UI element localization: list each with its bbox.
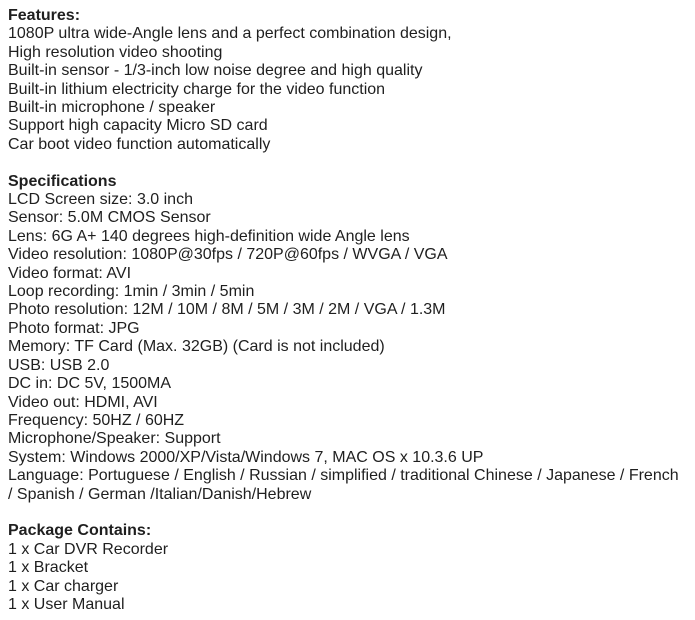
feature-line: Built-in sensor - 1/3-inch low noise degree and high quality bbox=[8, 62, 423, 80]
spec-line: Language: Portuguese / English / Russian / simplified / traditional Chinese / Japanese / French / Spanish / German /Italian/Danish/Hebrew bbox=[8, 467, 679, 503]
spec-line: Sensor: 5.0M CMOS Sensor bbox=[8, 209, 211, 227]
section-package-contains bbox=[8, 522, 687, 614]
feature-line: High resolution video shooting bbox=[8, 43, 223, 61]
section-specifications bbox=[8, 173, 687, 504]
spec-line: Photo format: JPG bbox=[8, 319, 140, 337]
spec-line: Microphone/Speaker: Support bbox=[8, 430, 221, 448]
spec-line: USB: USB 2.0 bbox=[8, 356, 110, 374]
section-features bbox=[8, 7, 687, 154]
spec-line: Lens: 6G A+ 140 degrees high-definition wide Angle lens bbox=[8, 227, 410, 245]
package-line: 1 x Bracket bbox=[8, 559, 89, 577]
spec-line: DC in: DC 5V, 1500MA bbox=[8, 375, 172, 393]
package-line: 1 x User Manual bbox=[8, 595, 125, 613]
feature-line: Car boot video function automatically bbox=[8, 135, 271, 153]
feature-line: Built-in lithium electricity charge for the video function bbox=[8, 80, 386, 98]
feature-line: Support high capacity Micro SD card bbox=[8, 117, 268, 135]
spec-line: Memory: TF Card (Max. 32GB) (Card is not included) bbox=[8, 338, 385, 356]
package-line: 1 x Car charger bbox=[8, 577, 119, 595]
spec-line: Photo resolution: 12M / 10M / 8M / 5M / 3M / 2M / VGA / 1.3M bbox=[8, 301, 446, 319]
spec-line: System: Windows 2000/XP/Vista/Windows 7, MAC OS x 10.3.6 UP bbox=[8, 448, 484, 466]
section-spacer bbox=[8, 154, 687, 172]
spec-line: LCD Screen size: 3.0 inch bbox=[8, 191, 193, 209]
spec-line: Frequency: 50HZ / 60HZ bbox=[8, 411, 185, 429]
spec-line: Loop recording: 1min / 3min / 5min bbox=[8, 283, 255, 301]
package-contains-heading: Package Contains: bbox=[8, 522, 152, 540]
package-line: 1 x Car DVR Recorder bbox=[8, 540, 169, 558]
feature-line: 1080P ultra wide-Angle lens and a perfect combination design, bbox=[8, 25, 452, 43]
feature-line: Built-in microphone / speaker bbox=[8, 99, 216, 117]
spec-line: Video out: HDMI, AVI bbox=[8, 393, 158, 411]
spec-line: Video format: AVI bbox=[8, 264, 132, 282]
spec-line: Video resolution: 1080P@30fps / 720P@60fps / WVGA / VGA bbox=[8, 246, 448, 264]
specifications-heading: Specifications bbox=[8, 172, 117, 190]
features-heading: Features: bbox=[8, 7, 81, 24]
section-spacer bbox=[8, 504, 687, 522]
